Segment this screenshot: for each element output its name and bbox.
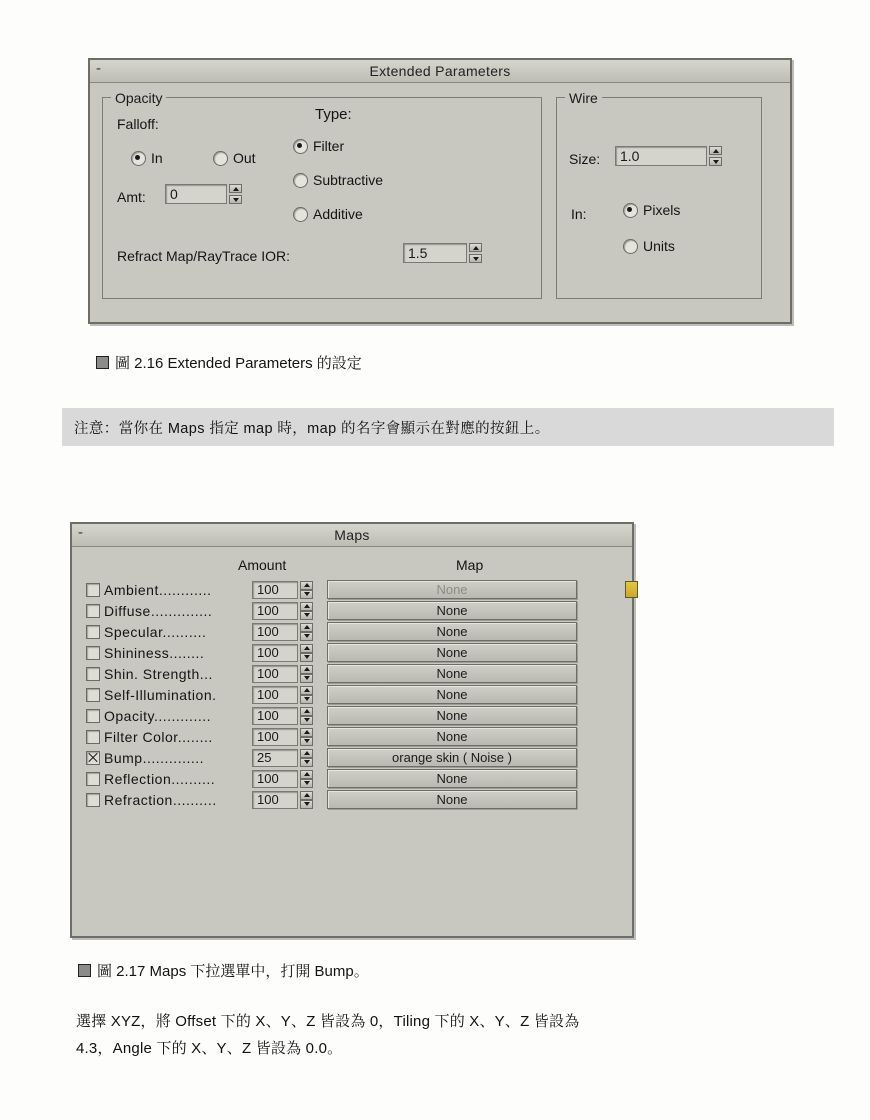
falloff-in-label: In bbox=[151, 150, 163, 166]
type-radio-additive[interactable] bbox=[293, 206, 363, 222]
type-radio-subtractive[interactable] bbox=[293, 172, 383, 188]
maps-row bbox=[86, 600, 618, 621]
ior-label: Refract Map/RayTrace IOR: bbox=[117, 248, 290, 264]
body-paragraph-line-1: 選擇 XYZ，將 Offset 下的 X、Y、Z 皆設為 0，Tiling 下的 X、Y、Z 皆設為 bbox=[76, 1013, 580, 1030]
map-enable-checkbox[interactable] bbox=[86, 772, 100, 786]
type-label: Type: bbox=[315, 106, 352, 123]
panel-title-label: Extended Parameters bbox=[369, 63, 511, 79]
map-slot-button[interactable]: None bbox=[327, 580, 577, 599]
map-slot-button[interactable]: None bbox=[327, 790, 577, 809]
map-amount-spin-arrows[interactable] bbox=[300, 602, 313, 620]
maps-row bbox=[86, 705, 618, 726]
map-channel-label: Shin. Strength... bbox=[104, 665, 213, 682]
map-amount-spinner[interactable] bbox=[252, 728, 313, 746]
map-amount-value[interactable]: 100 bbox=[252, 623, 298, 641]
amt-value[interactable]: 0 bbox=[165, 184, 227, 204]
amt-label: Amt: bbox=[117, 189, 146, 205]
leader-dots: ........ bbox=[177, 728, 213, 745]
map-slot-button[interactable]: None bbox=[327, 643, 577, 662]
maps-row bbox=[86, 663, 618, 684]
radio-dot-icon bbox=[293, 173, 308, 188]
map-amount-value[interactable]: 100 bbox=[252, 770, 298, 788]
map-channel-label: Filter Color........ bbox=[104, 728, 213, 745]
wire-group bbox=[556, 90, 762, 299]
leader-dots: .............. bbox=[142, 749, 205, 766]
map-amount-spinner[interactable] bbox=[252, 665, 313, 683]
radio-dot-icon bbox=[293, 139, 308, 154]
falloff-label: Falloff: bbox=[117, 116, 159, 132]
map-amount-spinner[interactable] bbox=[252, 791, 313, 809]
leader-dots: . bbox=[212, 686, 217, 703]
amt-spin-arrows[interactable] bbox=[229, 184, 242, 204]
maps-row bbox=[86, 768, 618, 789]
map-amount-spin-arrows[interactable] bbox=[300, 686, 313, 704]
leader-dots: ............ bbox=[158, 581, 212, 598]
map-amount-value[interactable]: 100 bbox=[252, 644, 298, 662]
map-enable-checkbox[interactable] bbox=[86, 625, 100, 639]
type-filter-label: Filter bbox=[313, 138, 345, 154]
map-amount-value[interactable]: 100 bbox=[252, 665, 298, 683]
maps-panel bbox=[70, 522, 634, 938]
map-amount-spin-arrows[interactable] bbox=[300, 644, 313, 662]
maps-body bbox=[72, 547, 632, 816]
map-enable-checkbox[interactable] bbox=[86, 583, 100, 597]
map-amount-spin-arrows[interactable] bbox=[300, 581, 313, 599]
radio-dot-icon bbox=[213, 151, 228, 166]
extended-parameters-panel bbox=[88, 58, 792, 324]
body-paragraph bbox=[76, 1008, 816, 1062]
map-enable-checkbox[interactable] bbox=[86, 667, 100, 681]
radio-dot-icon bbox=[131, 151, 146, 166]
extended-parameters-titlebar[interactable] bbox=[90, 60, 790, 83]
map-amount-value[interactable]: 25 bbox=[252, 749, 298, 767]
maps-row bbox=[86, 684, 618, 705]
map-amount-spin-arrows[interactable] bbox=[300, 728, 313, 746]
type-subtractive-label: Subtractive bbox=[313, 172, 384, 188]
map-channel-label: Ambient............ bbox=[104, 581, 212, 598]
opacity-group bbox=[102, 90, 542, 299]
map-amount-spin-arrows[interactable] bbox=[300, 665, 313, 683]
map-amount-spin-arrows[interactable] bbox=[300, 770, 313, 788]
map-channel-label: Diffuse.............. bbox=[104, 602, 213, 619]
map-enable-checkbox[interactable] bbox=[86, 646, 100, 660]
note-callout bbox=[62, 408, 834, 446]
map-enable-checkbox[interactable] bbox=[86, 688, 100, 702]
map-slot-button[interactable]: None bbox=[327, 769, 577, 788]
radio-dot-icon bbox=[293, 207, 308, 222]
maps-row bbox=[86, 642, 618, 663]
map-slot-button[interactable]: None bbox=[327, 685, 577, 704]
map-amount-spinner[interactable] bbox=[252, 581, 313, 599]
map-amount-spinner[interactable] bbox=[252, 644, 313, 662]
map-slot-button[interactable]: None bbox=[327, 622, 577, 641]
map-enable-checkbox[interactable] bbox=[86, 793, 100, 807]
map-amount-spinner[interactable] bbox=[252, 623, 313, 641]
size-value[interactable]: 1.0 bbox=[615, 146, 707, 166]
leader-dots: .......... bbox=[171, 770, 216, 787]
maps-row bbox=[86, 621, 618, 642]
map-enable-checkbox[interactable] bbox=[86, 730, 100, 744]
figure-marker-icon bbox=[96, 356, 109, 369]
wire-group-legend: Wire bbox=[565, 90, 602, 106]
leader-dots: ... bbox=[199, 665, 213, 682]
map-channel-label: Refraction.......... bbox=[104, 791, 217, 808]
map-amount-value[interactable]: 100 bbox=[252, 791, 298, 809]
map-slot-button[interactable]: None bbox=[327, 706, 577, 725]
amt-spinner[interactable] bbox=[165, 184, 242, 204]
map-amount-spin-arrows[interactable] bbox=[300, 749, 313, 767]
ior-value[interactable]: 1.5 bbox=[403, 243, 467, 263]
maps-titlebar[interactable] bbox=[72, 524, 632, 547]
type-additive-label: Additive bbox=[313, 206, 363, 222]
leader-dots: .......... bbox=[172, 791, 217, 808]
note-text: 注意：當你在 Maps 指定 map 時，map 的名字會顯示在對應的按鈕上。 bbox=[74, 420, 550, 437]
falloff-radio-out[interactable] bbox=[213, 150, 256, 166]
map-slot-button[interactable]: orange skin ( Noise ) bbox=[327, 748, 577, 767]
map-amount-spinner[interactable] bbox=[252, 686, 313, 704]
body-paragraph-line-2: 4.3，Angle 下的 X、Y、Z 皆設為 0.0。 bbox=[76, 1040, 343, 1057]
map-amount-value[interactable]: 100 bbox=[252, 686, 298, 704]
map-amount-value[interactable]: 100 bbox=[252, 581, 298, 599]
extended-parameters-body bbox=[90, 83, 790, 335]
map-amount-spinner[interactable] bbox=[252, 707, 313, 725]
maps-row-list bbox=[86, 579, 618, 810]
map-enable-checkbox[interactable] bbox=[86, 604, 100, 618]
map-channel-label: Shininess........ bbox=[104, 644, 205, 661]
leader-dots: .............. bbox=[150, 602, 213, 619]
map-enable-checkbox[interactable] bbox=[86, 751, 100, 765]
figure-caption-217 bbox=[78, 960, 369, 981]
map-amount-value[interactable]: 100 bbox=[252, 707, 298, 725]
wire-in-radio-units[interactable] bbox=[623, 238, 675, 254]
map-slot-button[interactable]: None bbox=[327, 601, 577, 620]
map-channel-label: Opacity............. bbox=[104, 707, 212, 724]
radio-dot-icon bbox=[623, 239, 638, 254]
size-spin-arrows[interactable] bbox=[709, 146, 722, 166]
map-amount-value[interactable]: 100 bbox=[252, 602, 298, 620]
map-amount-spin-arrows[interactable] bbox=[300, 791, 313, 809]
map-amount-spinner[interactable] bbox=[252, 770, 313, 788]
maps-row bbox=[86, 726, 618, 747]
radio-dot-icon bbox=[623, 203, 638, 218]
leader-dots: ........ bbox=[169, 644, 205, 661]
falloff-out-label: Out bbox=[233, 150, 256, 166]
map-amount-spin-arrows[interactable] bbox=[300, 623, 313, 641]
lock-icon[interactable] bbox=[625, 581, 638, 598]
maps-row bbox=[86, 789, 618, 810]
figure-caption-216-text: 圖 2.16 Extended Parameters 的設定 bbox=[115, 355, 362, 372]
map-slot-button[interactable]: None bbox=[327, 664, 577, 683]
maps-row bbox=[86, 579, 618, 600]
map-amount-spinner[interactable] bbox=[252, 602, 313, 620]
leader-dots: .......... bbox=[162, 623, 207, 640]
map-channel-label: Specular.......... bbox=[104, 623, 207, 640]
map-amount-spinner[interactable] bbox=[252, 749, 313, 767]
opacity-group-legend: Opacity bbox=[111, 90, 166, 106]
ior-spinner[interactable] bbox=[403, 243, 482, 263]
falloff-radio-in[interactable] bbox=[131, 150, 163, 166]
map-amount-spin-arrows[interactable] bbox=[300, 707, 313, 725]
map-channel-label: Self-Illumination. bbox=[104, 686, 217, 703]
map-slot-button[interactable]: None bbox=[327, 727, 577, 746]
wire-pixels-label: Pixels bbox=[643, 202, 681, 218]
map-channel-label: Reflection.......... bbox=[104, 770, 216, 787]
size-spinner[interactable] bbox=[615, 146, 722, 166]
map-amount-value[interactable]: 100 bbox=[252, 728, 298, 746]
minimize-icon[interactable]: - bbox=[78, 524, 84, 541]
amount-column-header: Amount bbox=[238, 557, 287, 573]
in-label: In: bbox=[571, 206, 587, 222]
minimize-icon[interactable]: - bbox=[96, 60, 102, 77]
size-label: Size: bbox=[569, 151, 601, 167]
map-column-header: Map bbox=[456, 557, 484, 573]
ior-spin-arrows[interactable] bbox=[469, 243, 482, 263]
wire-units-label: Units bbox=[643, 238, 675, 254]
figure-caption-217-text: 圖 2.17 Maps 下拉選單中，打開 Bump。 bbox=[97, 963, 369, 980]
figure-marker-icon bbox=[78, 964, 91, 977]
map-channel-label: Bump.............. bbox=[104, 749, 205, 766]
map-enable-checkbox[interactable] bbox=[86, 709, 100, 723]
maps-title-label: Maps bbox=[334, 527, 370, 543]
maps-row bbox=[86, 747, 618, 768]
figure-caption-216 bbox=[96, 352, 362, 373]
leader-dots: ............. bbox=[153, 707, 212, 724]
wire-in-radio-pixels[interactable] bbox=[623, 202, 680, 218]
type-radio-filter[interactable] bbox=[293, 138, 344, 154]
